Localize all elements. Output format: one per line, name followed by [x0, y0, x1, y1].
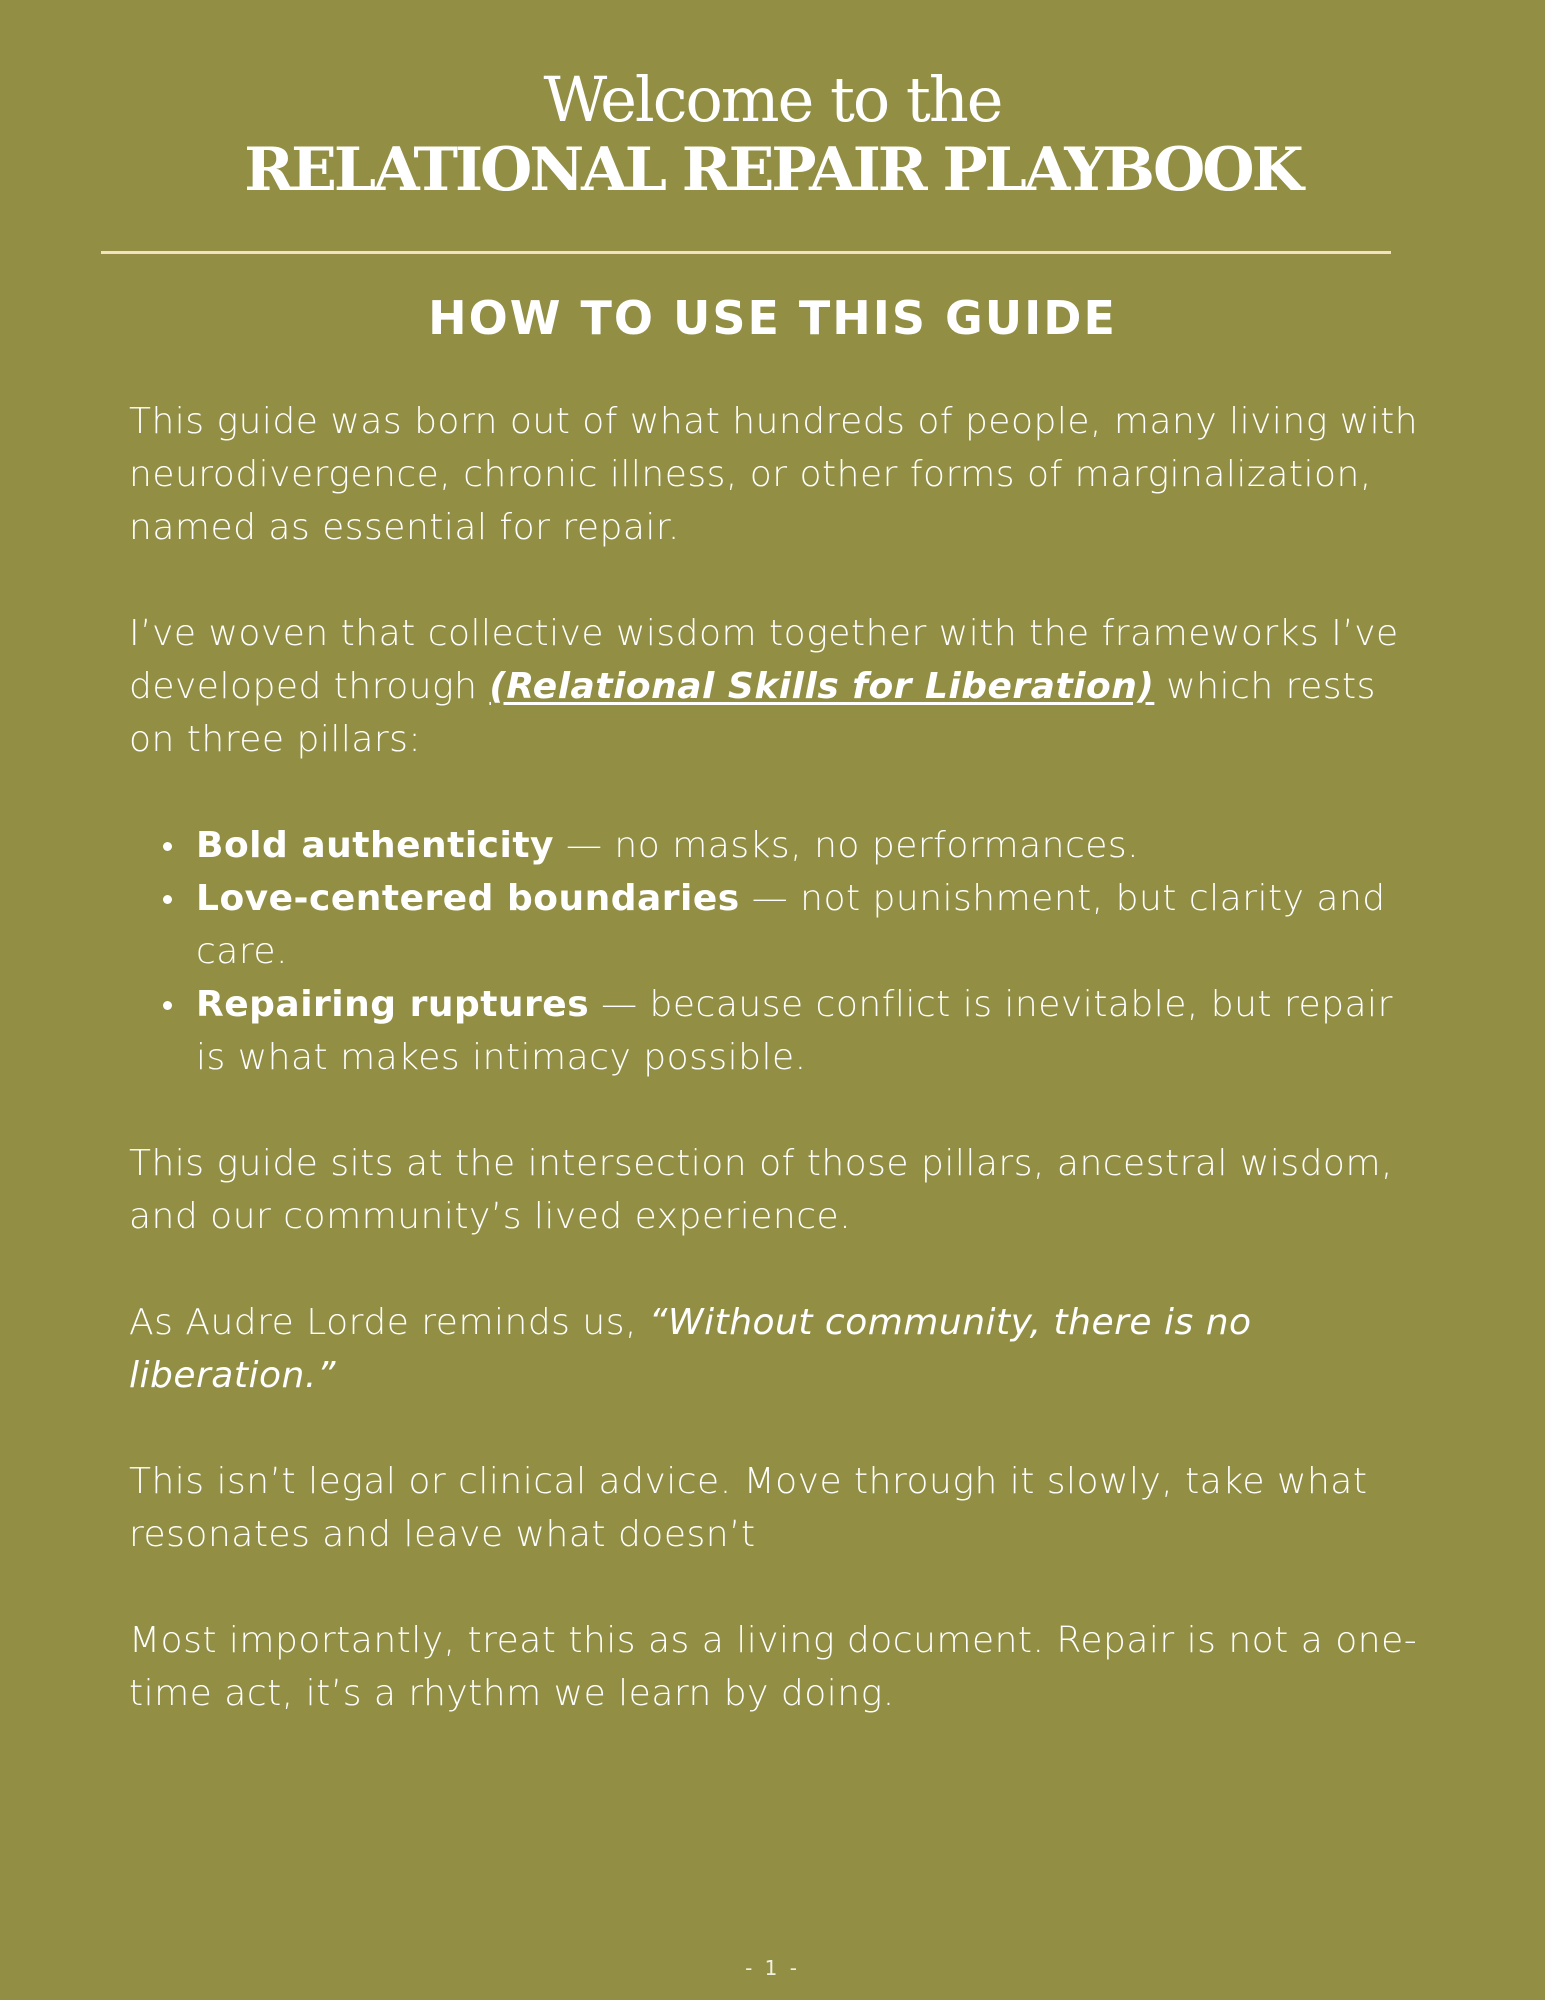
audre-lorde-quote: “Without community, there is no liberation.” — [129, 1302, 1252, 1396]
list-item — [196, 978, 1429, 1084]
pillar-description: — no masks, no performances. — [554, 825, 1140, 866]
title-welcome: Welcome to the — [543, 63, 1002, 136]
list-item — [196, 819, 1429, 872]
paragraph-intersection: This guide sits at the intersection of those pillars, ancestral wisdom, and our community’s lived experience. — [129, 1143, 1393, 1237]
page-title: RELATIONAL REPAIR PLAYBOOK — [244, 135, 1301, 205]
pillar-description: — not punishment, but clarity and care. — [196, 878, 1386, 972]
section-heading: HOW TO USE THIS GUIDE — [428, 291, 1117, 345]
pillar-term: Love-centered boundaries — [196, 878, 740, 919]
paragraph-quote — [129, 1296, 1429, 1402]
paragraph-origin: This guide was born out of what hundreds of people, many living with neurodivergence, chronic illness, or other forms of marginalization, named as essential for repair. — [129, 401, 1419, 548]
paragraph-frameworks-text: I’ve woven that collective wisdom together with the frameworks I’ve developed through — [129, 613, 1399, 707]
quote-intro: As Audre Lorde reminds us, — [129, 1302, 649, 1343]
guide-body — [129, 395, 1429, 1773]
page-number: - 1 - — [745, 1956, 800, 1980]
paragraph-frameworks-tail: which rests on three pillars: — [129, 666, 1376, 760]
pillar-term: Bold authenticity — [196, 825, 555, 866]
list-item — [196, 872, 1429, 978]
pillars-list — [129, 819, 1429, 1084]
paragraph-frameworks — [129, 607, 1429, 766]
title-divider — [101, 251, 1391, 254]
paragraph-living-document: Most importantly, treat this as a living document. Repair is not a one-time act, it’s a rhythm we learn by doing. — [129, 1620, 1418, 1714]
pillar-description: — because conflict is inevitable, but repair is what makes intimacy possible. — [196, 984, 1393, 1078]
paragraph-disclaimer: This isn’t legal or clinical advice. Move through it slowly, take what resonates and leave what doesn’t — [129, 1461, 1368, 1555]
relational-skills-link[interactable]: (Relational Skills for Liberation) — [489, 666, 1155, 707]
pillar-term: Repairing ruptures — [196, 984, 590, 1025]
